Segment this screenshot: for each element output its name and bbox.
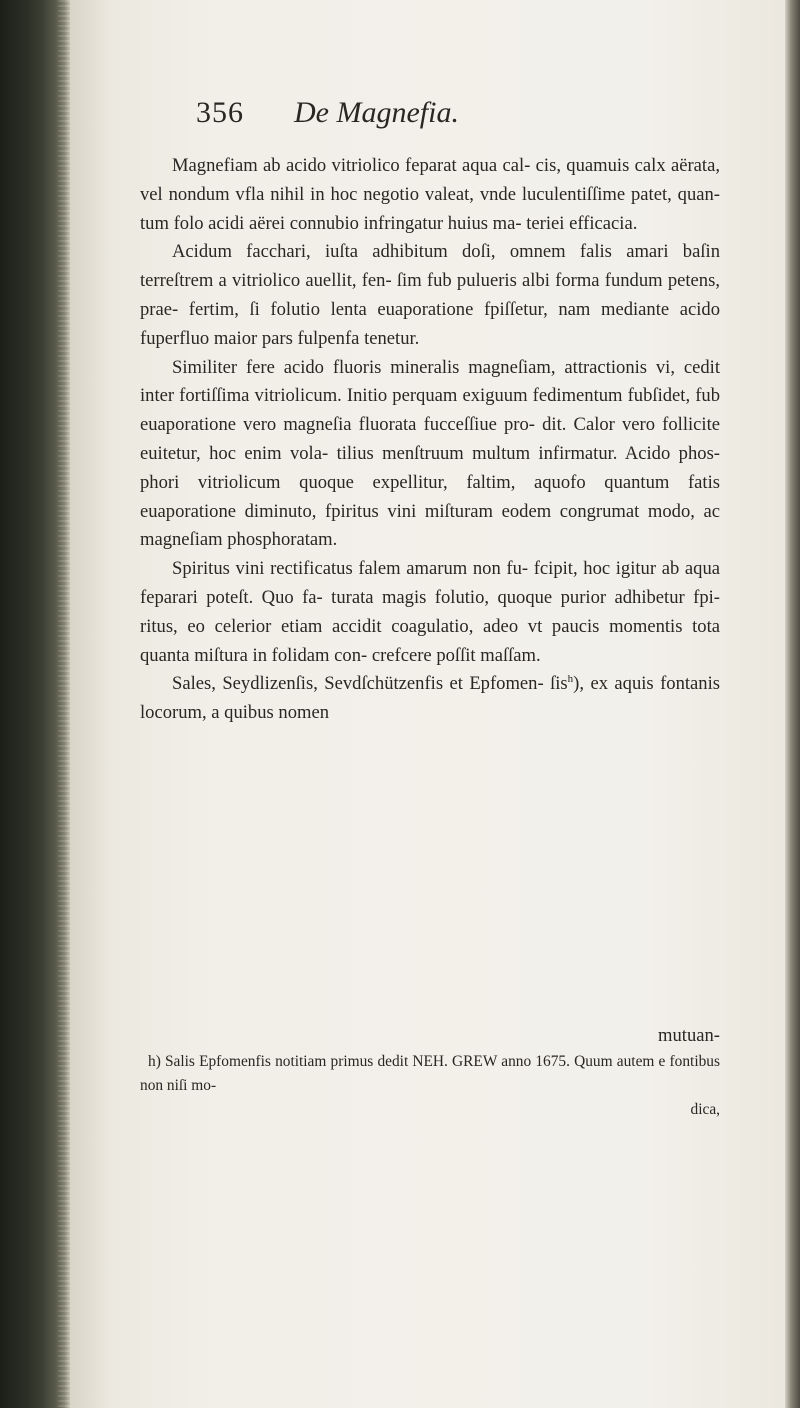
footnote-text: h) Salis Epfomenfis notitiam primus dedit NEH. GREW anno 1675. Quum autem e fontibus non niſi mo- bbox=[140, 1053, 720, 1094]
running-title: De Magnefia. bbox=[294, 96, 459, 129]
footnote-tail: dica, bbox=[690, 1101, 720, 1118]
paragraph-1: Magnefiam ab acido vitriolico feparat aqua cal- cis, quamuis calx aërata, vel nondum vfla nihil in hoc negotio valeat, vnde luculentiſſime patet, quan- tum folo acidi aërei connubio infringatur huius ma- teriei efficacia. bbox=[140, 155, 720, 234]
paragraph-5 bbox=[140, 670, 720, 728]
footnote-marker: h bbox=[567, 673, 574, 686]
paragraph-2: Acidum facchari, iuſta adhibitum doſi, omnem falis amari baſin terreſtrem a vitriolico auellit, fen- ſim fub pulueris albi forma fundum petens, prae- fertim, ſi folutio lenta euaporatione fpiſſetur, nam mediante acido fuperfluo maior pars fulpenfa tenetur. bbox=[140, 241, 720, 349]
page-right-edge bbox=[785, 0, 800, 1408]
main-text bbox=[140, 152, 720, 728]
footnote bbox=[140, 1050, 720, 1122]
page-header bbox=[196, 96, 716, 140]
paragraph-5-text: Sales, Seydlizenſis, Sevdſchützenfis et Epfomen- ſis bbox=[172, 673, 568, 695]
paragraph-3: Similiter fere acido fluoris mineralis magneſiam, attractionis vi, cedit inter fortiſſima vitriolicum. Initio perquam exiguum fedimentum fubſidet, fub euaporatione vero magneſia fluorata fucceſſiue pro- dit. Calor vero follicite euitetur, hoc enim vola- tilius menſtruum multum infirmatur. Acido phos- phori vitriolicum quoque expellitur, faltim, aquofo quantum fatis euaporatione diminuto, fpiritus vini miſturam eodem congrumat modo, ac magneſiam phosphoratam. bbox=[140, 356, 720, 551]
paragraph-5-continuation: ), ex aquis fontanis locorum, a quibus nomen bbox=[140, 673, 720, 724]
paragraph-4: Spiritus vini rectificatus falem amarum non fu- fcipit, hoc igitur ab aqua feparari poteſt. Quo fa- turata magis folutio, quoque purior adhibetur fpi- ritus, eo celerior etiam accidit coagulatio, adeo vt paucis momentis tota quanta miſtura in folidam con- crefcere poſſit maſſam. bbox=[140, 558, 720, 666]
page-number: 356 bbox=[196, 96, 244, 129]
catchword: mutuan- bbox=[658, 1025, 720, 1046]
